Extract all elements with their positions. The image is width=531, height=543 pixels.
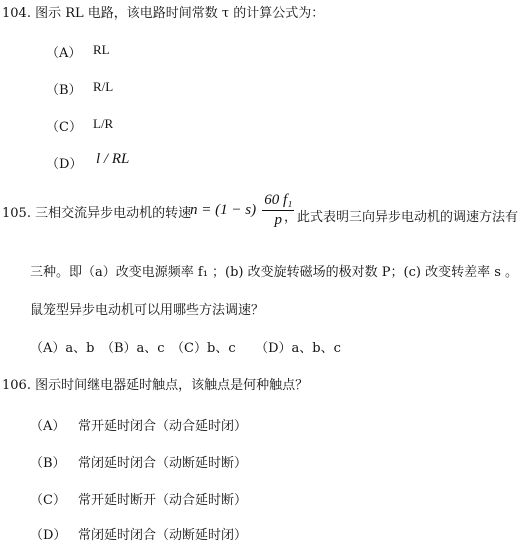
question-106-stem: 106. 图示时间继电器延时触点，该触点是何种触点？ [2, 378, 309, 393]
q106-option-d-value: 常闭延时闭合（动断延时闭） [78, 527, 248, 542]
q104-option-c-value: L/R [93, 116, 114, 131]
q104-option-a-label: （A） [46, 46, 82, 61]
q104-option-b-label: （B） [46, 83, 82, 98]
question-105-line3: 鼠笼型异步电动机可以用哪些方法调速？ [30, 303, 265, 318]
q104-option-b-value: R/L [93, 79, 114, 94]
question-105-options: （A）a、b （B）a、c （C）b、c （D）a、b、c [30, 341, 341, 356]
q106-option-d-label: （D） [30, 528, 67, 543]
formula-numerator: 60 f₁ [262, 192, 294, 211]
q104-option-d-value: l / RL [96, 151, 130, 167]
question-105-stem-start: 105. 三相交流异步电动机的转速 [2, 206, 192, 221]
q106-option-a-label: （A） [30, 419, 66, 434]
q104-option-a-value: RL [93, 42, 110, 57]
question-105-stem-end: ，此式表明三向异步电动机的调速方法有 [284, 210, 519, 225]
q106-option-a-value: 常开延时闭合（动合延时闭） [78, 418, 248, 433]
q104-option-c-label: （C） [46, 120, 82, 135]
q106-option-c-label: （C） [30, 493, 66, 508]
formula-lhs: n = (1 − s) [190, 202, 257, 218]
q104-option-d-label: （D） [46, 157, 83, 172]
q106-option-b-label: （B） [30, 456, 66, 471]
q106-option-c-value: 常开延时断开（动合延时断） [78, 492, 248, 507]
question-104-stem: 104. 图示 RL 电路，该电路时间常数 τ 的计算公式为： [2, 6, 325, 21]
question-105-line2: 三种。即（a）改变电源频率 f₁ ；(b) 改变旋转磁场的极对数 P；(c) 改变转差率 s 。 [30, 265, 519, 280]
speed-formula [190, 192, 294, 229]
formula-denominator: p [274, 212, 283, 228]
q106-option-b-value: 常闭延时闭合（动断延时断） [78, 455, 248, 470]
